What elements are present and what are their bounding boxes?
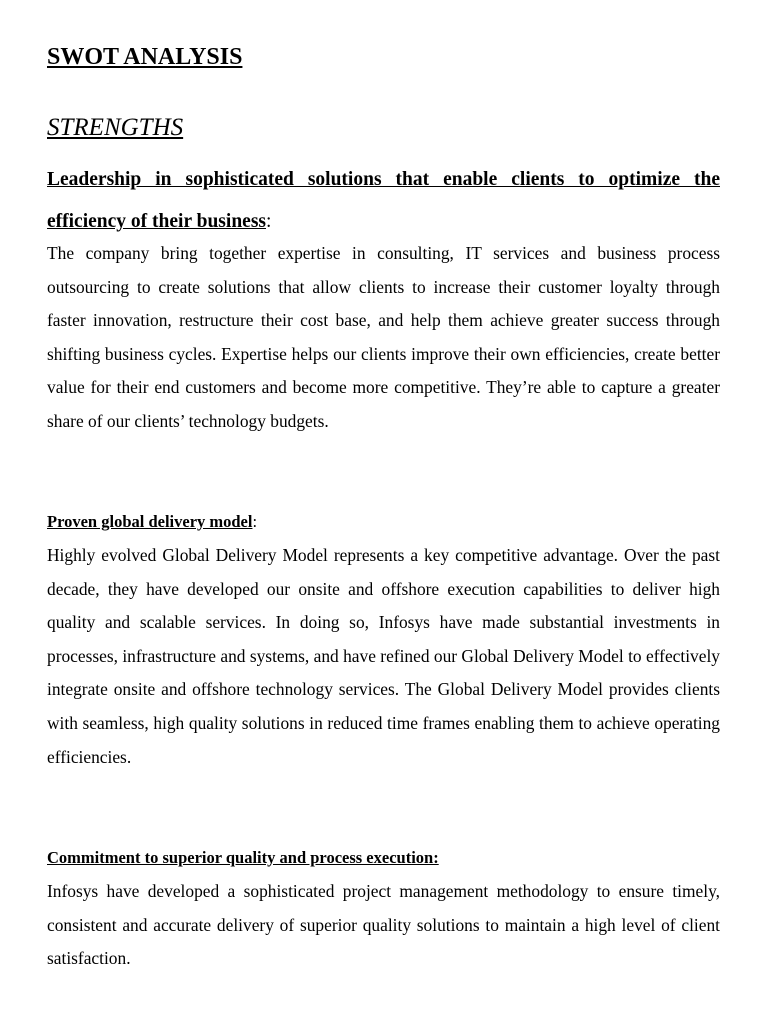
subheading-quality-text: Commitment to superior quality and process execution:	[47, 848, 439, 867]
subheading-delivery-model-colon: :	[252, 512, 258, 531]
document-title: SWOT ANALYSIS	[47, 44, 243, 70]
paragraph-quality: Infosys have developed a sophisticated project management methodology to ensure timely, consistent and accurate delivery of superior quality solutions to maintain a high level of client satisfaction.	[47, 881, 720, 969]
paragraph-leadership: The company bring together expertise in consulting, IT services and business process outsourcing to create solutions that allow clients to increase their customer loyalty through faster innovation, restructure their cost base, and help them achieve greater success through shifting business cycles. Expertise helps our clients improve their own efficiencies, create better value for their end customers and become more competitive. They’re able to capture a greater share of our clients’ technology budgets.	[47, 243, 720, 431]
subheading-leadership-text: Leadership in sophisticated solutions that enable clients to optimize the efficiency of their business	[47, 169, 720, 232]
subheading-delivery-model-text: Proven global delivery model	[47, 512, 253, 531]
subheading-quality	[47, 848, 439, 868]
subheading-leadership	[47, 159, 720, 243]
subheading-delivery-model	[47, 512, 257, 532]
paragraph-delivery-model: Highly evolved Global Delivery Model represents a key competitive advantage. Over the past decade, they have developed our onsite and offshore execution capabilities to deliver high quality and scalable services. In doing so, Infosys have made substantial investments in processes, infrastructure and systems, and have refined our Global Delivery Model to effectively integrate onsite and offshore technology services. The Global Delivery Model provides clients with seamless, high quality solutions in reduced time frames enabling them to achieve operating efficiencies.	[47, 545, 720, 767]
subheading-leadership-colon: :	[266, 211, 272, 232]
section-heading-strengths: STRENGTHS	[47, 114, 184, 141]
